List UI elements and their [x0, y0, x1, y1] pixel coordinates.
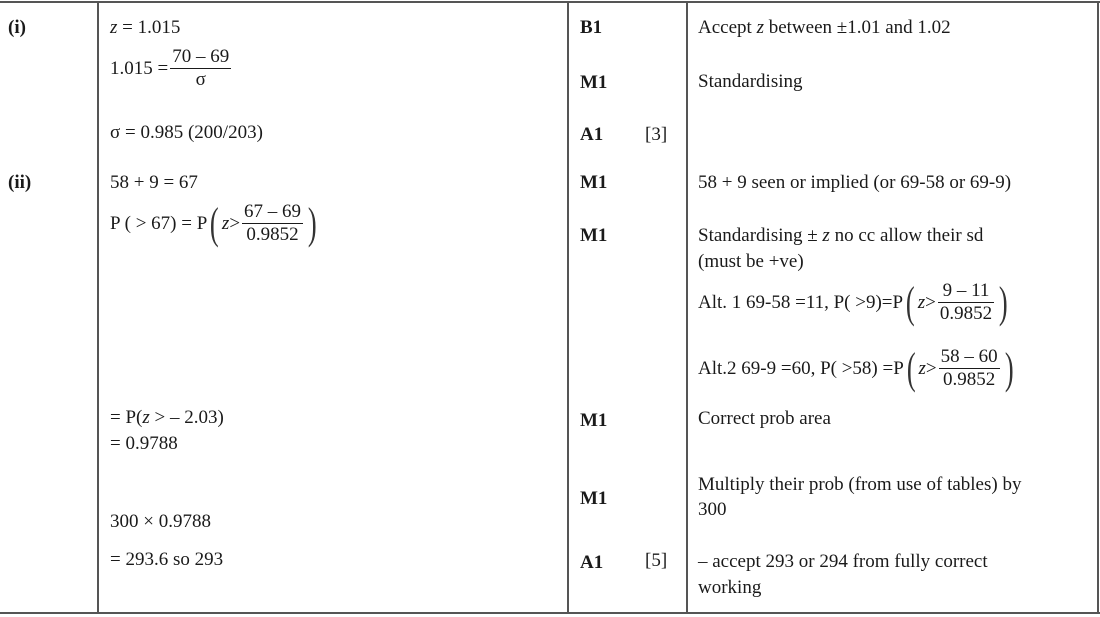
- guidance-ii-5a: – accept 293 or 294 from fully correct: [698, 551, 988, 572]
- working-i-line1: [110, 17, 180, 39]
- guidance-ii-2b: (must be +ve): [698, 251, 804, 272]
- working-ii-line5: 300 × 0.9788: [110, 511, 211, 532]
- variable-z: z: [142, 407, 150, 428]
- guidance-ii-4b: 300: [698, 499, 727, 520]
- table-right-border: [1097, 2, 1099, 614]
- fraction-denominator: 0.9852: [246, 224, 299, 245]
- guidance-text: Standardising ±: [698, 225, 823, 246]
- column-divider-part: [97, 2, 99, 614]
- right-paren: ): [307, 198, 317, 248]
- equation-lhs: 1.015 =: [110, 57, 169, 79]
- mark-code: A1: [580, 552, 604, 573]
- working-i-line3: σ = 0.985 (200/203): [110, 122, 263, 143]
- part-label-i: (i): [8, 17, 26, 38]
- working-ii-line3: [110, 407, 224, 429]
- fraction: [170, 46, 231, 91]
- working-ii-line6: = 293.6 so 293: [110, 549, 224, 570]
- mark-code: M1: [580, 410, 608, 431]
- part-label-ii: (ii): [8, 172, 32, 193]
- table-bottom-border: [0, 612, 1100, 614]
- greater-than: >: [925, 357, 937, 379]
- fraction: [939, 346, 1000, 391]
- greater-than: >: [229, 212, 241, 234]
- mark-total: [3]: [645, 124, 668, 145]
- guidance-text: no cc allow their sd: [829, 225, 984, 246]
- working-text: = P(: [110, 407, 143, 428]
- fraction-numerator: 9 – 11: [938, 280, 994, 303]
- working-ii-line4: = 0.9788: [110, 433, 178, 454]
- column-divider-marks: [686, 2, 688, 614]
- right-paren: ): [1004, 343, 1014, 393]
- working-ii-line2: [110, 198, 320, 248]
- guidance-ii-2: [698, 225, 983, 247]
- variable-z: z: [756, 17, 764, 38]
- variable-z: z: [822, 225, 830, 246]
- table-top-border: [0, 1, 1100, 3]
- guidance-text: between ±1.01 and 1.02: [763, 17, 951, 38]
- guidance-i-1: [698, 17, 951, 39]
- guidance-alt1: [698, 277, 1011, 327]
- mark-code: M1: [580, 225, 608, 246]
- guidance-alt2: [698, 343, 1016, 393]
- fraction: [938, 280, 994, 325]
- variable-z: z: [917, 291, 926, 313]
- alt-lhs: Alt. 1 69-58 =11, P( >9)=P: [698, 291, 904, 313]
- working-i-line2: [110, 46, 233, 91]
- working-text: > – 2.03): [149, 407, 224, 428]
- equation-lhs: P ( > 67) = P: [110, 212, 208, 234]
- left-paren: (: [906, 343, 916, 393]
- working-ii-line1: 58 + 9 = 67: [110, 172, 198, 193]
- guidance-i-2: Standardising: [698, 71, 803, 92]
- mark-total: [5]: [645, 550, 668, 571]
- right-paren: ): [999, 277, 1008, 327]
- column-divider-working: [567, 2, 569, 614]
- guidance-ii-1: 58 + 9 seen or implied (or 69-58 or 69-9): [698, 172, 1012, 193]
- fraction-numerator: 70 – 69: [172, 46, 230, 67]
- fraction-denominator: 0.9852: [939, 303, 993, 324]
- variable-z: z: [221, 212, 230, 234]
- guidance-ii-5b: working: [698, 577, 762, 598]
- guidance-ii-4a: Multiply their prob (from use of tables) by: [698, 474, 1022, 495]
- guidance-ii-3: Correct prob area: [698, 408, 831, 429]
- mark-code: B1: [580, 17, 603, 38]
- mark-code: M1: [580, 172, 608, 193]
- fraction-numerator: 67 – 69: [244, 201, 302, 222]
- mark-code: M1: [580, 488, 608, 509]
- fraction-denominator: 0.9852: [942, 369, 996, 390]
- left-paren: (: [906, 277, 915, 327]
- working-text: = 1.015: [117, 17, 181, 38]
- mark-code: A1: [580, 124, 604, 145]
- fraction: [242, 201, 303, 246]
- greater-than: >: [925, 291, 936, 313]
- variable-z: z: [110, 17, 118, 38]
- fraction-denominator: σ: [195, 69, 206, 90]
- fraction-numerator: 58 – 60: [940, 346, 998, 367]
- left-paren: (: [210, 198, 219, 248]
- mark-code: M1: [580, 72, 608, 93]
- variable-z: z: [918, 357, 926, 379]
- guidance-text: Accept: [698, 17, 757, 38]
- alt-lhs: Alt.2 69-9 =60, P( >58) =P: [698, 357, 904, 379]
